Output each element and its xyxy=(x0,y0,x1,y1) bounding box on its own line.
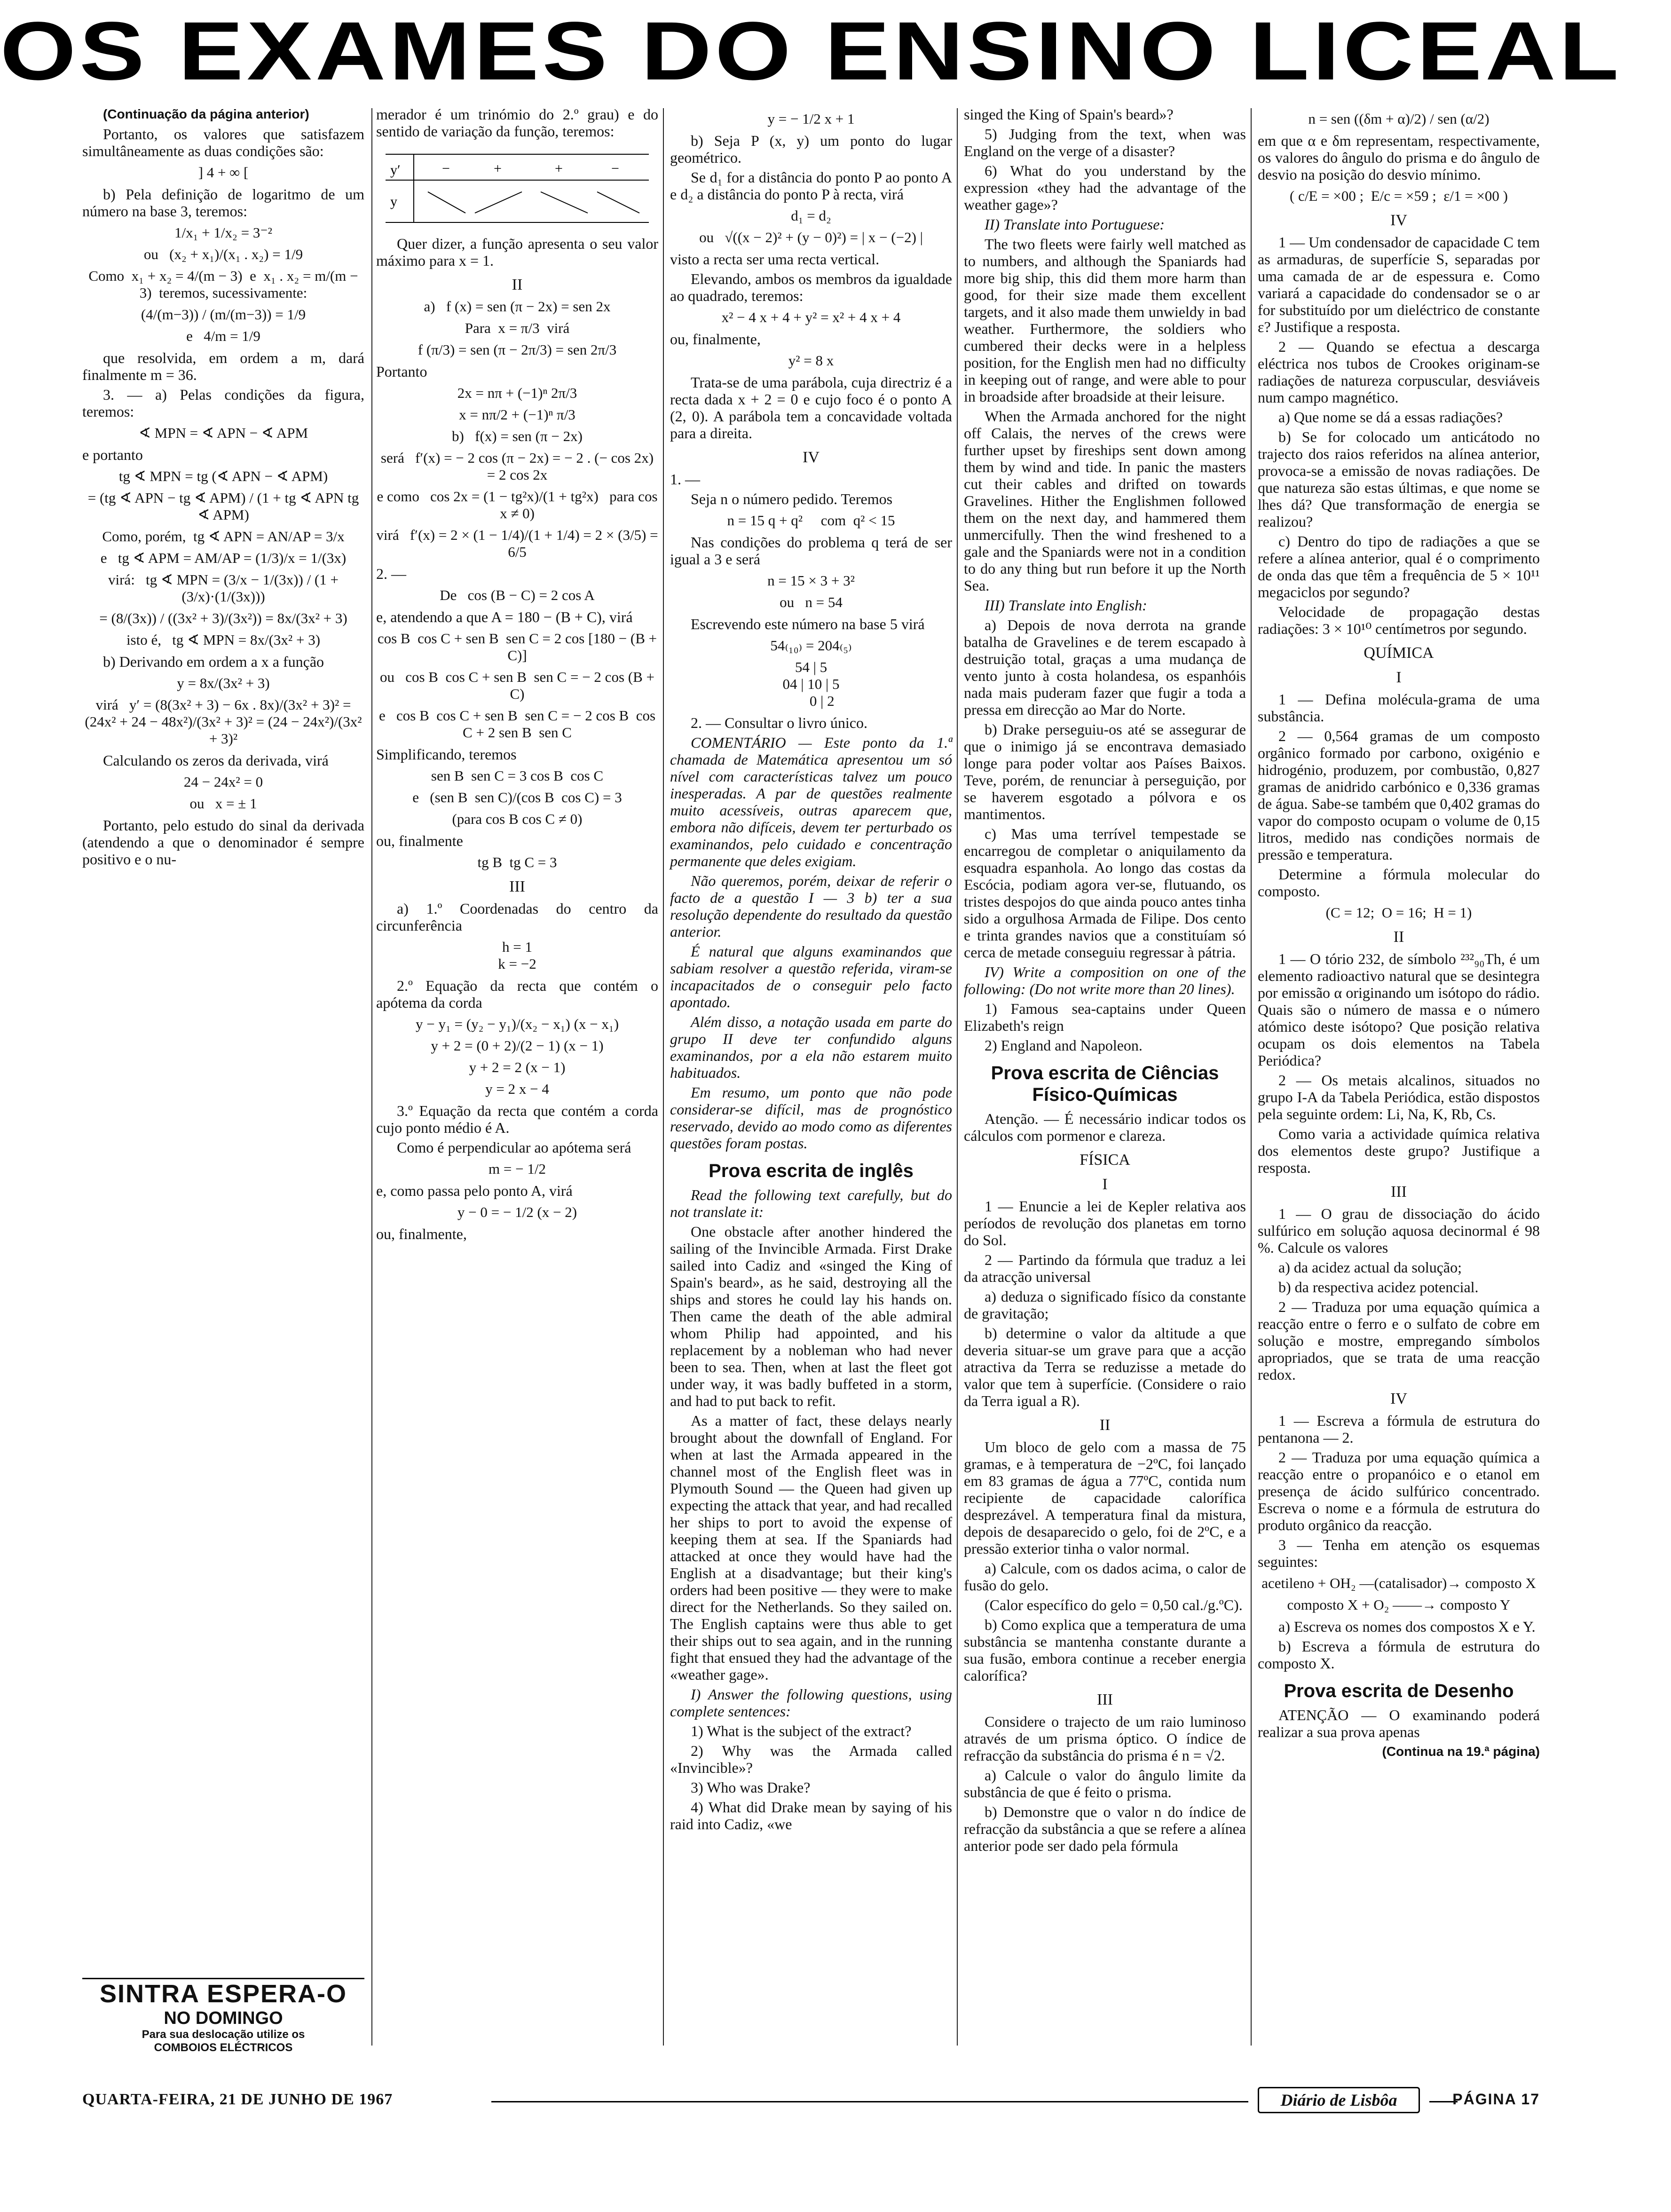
paragraph: 1 — Enuncie a lei de Kepler relativa aos períodos de revolução dos planetas em torno do Sol. xyxy=(964,1198,1246,1248)
equation: ou x = ± 1 xyxy=(189,795,257,812)
paragraph: b) Se for colocado um anticátodo no trajecto dos raios referidos na alínea anterior, provoca-se a emissão de novas radiações. De que natureza são estas últimas, e que nome se lhes dá? Que transformação de energia se realizou? xyxy=(1258,428,1540,530)
paragraph: Portanto, os valores que satisfazem simultâneamente as duas condições são: xyxy=(82,126,364,159)
paragraph: 2. — xyxy=(376,565,406,582)
equation: ( c/E = ×00 ; E/c = ×59 ; ε/1 = ×00 ) xyxy=(1289,188,1508,204)
equation: = (8/(3x)) / ((3x² + 3)/(3x²)) = 8x/(3x² + 3) xyxy=(99,610,347,626)
paragraph: que resolvida, em ordem a m, dará finalmente m = 36. xyxy=(82,349,364,383)
equation: De cos (B − C) = 2 cos A xyxy=(440,587,595,603)
paragraph: Além disso, a notação usada em parte do grupo II deve ter confundido alguns examinandos, por a ela não estarem muito habituados. xyxy=(670,1013,952,1081)
paragraph: 1) What is the subject of the extract? xyxy=(691,1722,912,1739)
paragraph: ou, finalmente, xyxy=(376,1225,467,1242)
paragraph: One obstacle after another hindered the sailing of the Invincible Armada. First Drake sailed into Cadiz and «singed the King of Spain's beard», as he said, destroying all the ships and stores he could lay his hands on. Then came the death of the able admiral whom Philip had appointed, and his replacement by a nobleman who had never been to sea. Then, when at last the fleet got under way, it was badly buffeted in a storm, and had to put back to refit. xyxy=(670,1223,952,1409)
paragraph: b) Demonstre que o valor n do índice de refracção da substância a que se refere a alínea anterior pode ser dado pela fórmula xyxy=(964,1803,1246,1854)
paragraph: b) Drake perseguiu-os até se assegurar de que o inimigo já se encontrava demasiado longe para poder voltar aos Países Baixos. Teve, porém, de renunciar à perseguição, por se haverem esgotado a pólvora e os mantimentos. xyxy=(964,721,1246,822)
equation: (4/(m−3)) / (m/(m−3)) = 1/9 xyxy=(141,306,306,323)
paragraph: a) Depois de nova derrota na grande batalha de Gravelines e de terem escapado à destruição total, graças a uma mudança de vento junto à costa holandesa, os espanhóis nada mais puderam fazer que fugir a toda a pressa em direcção ao Mar do Norte. xyxy=(964,616,1246,718)
equation: e cos B cos C + sen B sen C = − 2 cos B cos C + 2 sen B sen C xyxy=(378,707,659,741)
paragraph: Seja n o número pedido. Teremos xyxy=(691,490,893,507)
equation: ou cos B cos C + sen B sen C = − 2 cos (B + C) xyxy=(379,669,658,702)
equation: h = 1 k = −2 xyxy=(498,939,536,972)
continuation-note: (Continuação da página anterior) xyxy=(103,107,309,121)
paragraph: e portanto xyxy=(82,446,143,463)
equation: composto X + O₂ ——→ composto Y xyxy=(1287,1596,1511,1613)
section-number: III xyxy=(509,878,525,895)
paragraph: a) 1.º Coordenadas do centro da circunferência xyxy=(376,900,658,934)
paragraph: a) Calcule, com os dados acima, o calor de fusão do gelo. xyxy=(964,1560,1246,1594)
paragraph: 2 — 0,564 gramas de um composto orgânico formado por carbono, oxigénio e hidrogénio, produzem, por combustão, 0,827 gramas de anidrido carbónico e 0,336 gramas de água. Sabe-se também que 0,402 gramas do vapor do composto ocupam o volume de 0,15 litros, medido nas condições normais de pressão e temperatura. xyxy=(1258,727,1540,863)
equation: y + 2 = 2 (x − 1) xyxy=(469,1059,566,1075)
paragraph: em que α e δm representam, respectivamente, os valores do ângulo do prisma e do ângulo de desvio na posição do desvio mínimo. xyxy=(1258,132,1540,183)
paragraph: 3 — Tenha em atenção os esquemas seguintes: xyxy=(1258,1536,1540,1570)
paragraph: 1 — Defina molécula-grama de uma substância. xyxy=(1258,691,1540,725)
paragraph: Trata-se de uma parábola, cuja directriz é a recta dada x + 2 = 0 e cujo foco é o ponto A (2, 0). A parábola tem a concavidade voltada para a direita. xyxy=(670,374,952,442)
paragraph: Portanto, pelo estudo do sinal da derivada (atendendo a que o denominador é sempre positivo e o nu- xyxy=(82,817,364,868)
column-rule xyxy=(1251,108,1252,2046)
equation: ou √((x − 2)² + (y − 0)²) = | x − (−2) | xyxy=(699,229,923,245)
equation: n = 15 q + q² com q² < 15 xyxy=(727,512,895,529)
paragraph: c) Dentro do tipo de radiações a que se refere a alínea anterior, qual é o comprimento de onda das que têm a frequência de 5 × 10¹¹ megaciclos por segundo? xyxy=(1258,533,1540,600)
paragraph: a) Calcule o valor do ângulo limite da substância de que é feito o prisma. xyxy=(964,1767,1246,1801)
ad-subline: NO DOMINGO xyxy=(164,2008,283,2028)
equation: acetileno + OH₂ —(catalisador)→ composto X xyxy=(1261,1575,1536,1591)
paragraph: 3) Who was Drake? xyxy=(691,1779,811,1796)
equation: será f′(x) = − 2 cos (π − 2x) = − 2 . (− cos 2x) = 2 cos 2x xyxy=(380,450,657,483)
svg-text:−: − xyxy=(442,161,450,176)
equation: x² − 4 x + 4 + y² = x² + 4 x + 4 xyxy=(721,309,901,325)
column-5 xyxy=(1258,106,1540,2046)
paragraph: 4) What did Drake mean by saying of his raid into Cadiz, «we xyxy=(670,1799,952,1833)
paragraph: Quer dizer, a função apresenta o seu valor máximo para x = 1. xyxy=(376,235,658,269)
advertisement xyxy=(82,1978,364,2053)
footer-date: QUARTA-FEIRA, 21 DE JUNHO DE 1967 xyxy=(82,2091,393,2108)
paragraph: 1) Famous sea-captains under Queen Elizabeth's reign xyxy=(964,1000,1246,1034)
section-heading: Prova escrita de Desenho xyxy=(1284,1681,1514,1701)
footer-rule xyxy=(491,2101,1248,2102)
paragraph: a) Que nome se dá a essas radiações? xyxy=(1278,409,1503,426)
paragraph: Um bloco de gelo com a massa de 75 gramas, e à temperatura de −2ºC, foi lançado em 83 gramas de água a 77ºC, contida num recipiente de capacidade calorífica desprezável. A temperatura final da mistura, depois de desaparecido o gelo, foi de 2ºC, e a pressão exterior tinha o valor normal. xyxy=(964,1438,1246,1557)
paragraph: b) Seja P (x, y) um ponto do lugar geométrico. xyxy=(670,132,952,166)
paragraph: a) Escreva os nomes dos compostos X e Y. xyxy=(1278,1618,1536,1635)
equation: ] 4 + ∞ [ xyxy=(198,164,249,181)
equation: = (tg ∢ APN − tg ∢ APM) / (1 + tg ∢ APN tg ∢ APM) xyxy=(87,490,363,523)
paragraph: 3.º Equação da recta que contém a corda cujo ponto médio é A. xyxy=(376,1102,658,1136)
paragraph: ou, finalmente xyxy=(376,832,463,849)
paragraph: b) da respectiva acidez potencial. xyxy=(1278,1279,1479,1296)
paragraph: Simplificando, teremos xyxy=(376,746,517,763)
paragraph: É natural que alguns examinandos que sabiam resolver a questão referida, viram-se incapacitados de o conseguir pelo facto apontado. xyxy=(670,943,952,1011)
section-number: II xyxy=(1393,928,1404,946)
equation: x = nπ/2 + (−1)ⁿ π/3 xyxy=(459,406,575,423)
section-number: II xyxy=(512,276,523,293)
paragraph: e, atendendo a que A = 180 − (B + C), virá xyxy=(376,608,633,625)
column-rule xyxy=(663,108,664,2046)
equation: y² = 8 x xyxy=(788,352,834,369)
paragraph: a) da acidez actual da solução; xyxy=(1278,1259,1462,1276)
paragraph: (Calor específico do gelo = 0,50 cal./g.ºC). xyxy=(985,1596,1243,1613)
equation: m = − 1/2 xyxy=(489,1161,546,1177)
paragraph: a) deduza o significado físico da constante de gravitação; xyxy=(964,1288,1246,1322)
equation: b) f(x) = sen (π − 2x) xyxy=(452,428,583,444)
equation: Como, porém, tg ∢ APN = AN/AP = 3/x xyxy=(102,528,345,545)
paragraph: Atenção. — É necessário indicar todos os cálculos com pormenor e clareza. xyxy=(964,1110,1246,1144)
paragraph: 2. — Consultar o livro único. xyxy=(691,714,867,731)
paragraph: Velocidade de propagação destas radiações: 3 × 10¹⁰ centímetros por segundo. xyxy=(1258,603,1540,637)
section-number: III xyxy=(1097,1691,1113,1708)
page-number: PÁGINA 17 xyxy=(1452,2091,1540,2108)
sign-table xyxy=(376,147,658,227)
paragraph: Como varia a actividade química relativa dos elementos deste grupo? Justifique a resposta. xyxy=(1258,1125,1540,1176)
section-heading: FÍSICA xyxy=(1080,1151,1130,1169)
section-number: II xyxy=(1099,1416,1111,1434)
page-title: OS EXAMES DO ENSINO LICEAL xyxy=(0,5,1622,97)
ad-headline: SINTRA ESPERA-O xyxy=(99,1980,347,2008)
paragraph: I) Answer the following questions, using complete sentences: xyxy=(670,1686,952,1720)
equation: tg ∢ MPN = tg (∢ APN − ∢ APM) xyxy=(118,468,328,484)
equation: 54₍₁₀₎ = 204₍₅₎ xyxy=(770,637,852,654)
paragraph: 1 — O grau de dissociação do ácido sulfúrico em solução aquosa decinormal é 98 %. Calcule os valores xyxy=(1258,1205,1540,1256)
paragraph: II) Translate into Portuguese: xyxy=(985,216,1165,233)
paragraph: 3. — a) Pelas condições da figura, teremos: xyxy=(82,386,364,420)
section-number: III xyxy=(1391,1183,1407,1201)
paragraph: b) determine o valor da altitude a que deveria situar-se um grave para que a acção atractiva da Terra se reduzisse a metade do valor que tem à superfície. (Considere o raio da Terra igual a R). xyxy=(964,1325,1246,1409)
graph-label: y′ xyxy=(390,162,401,178)
paragraph: Nas condições do problema q terá de ser igual a 3 e será xyxy=(670,534,952,568)
column-4 xyxy=(964,106,1246,2046)
paragraph: 1 — O tório 232, de símbolo ²³²₉₀Th, é um elemento radioactivo natural que se desintegra por emissão α originando um isótopo do rádio. Quais são o número de massa e o número atómico deste isótopo? Que posição relativa ocupam os dois elementos na Tabela Periódica? xyxy=(1258,950,1540,1069)
equation: (C = 12; O = 16; H = 1) xyxy=(1325,904,1472,921)
equation: virá f′(x) = 2 × (1 − 1/4)/(1 + 1/4) = 2 × (3/5) = 6/5 xyxy=(376,527,662,560)
svg-text:−: − xyxy=(611,161,619,176)
paragraph: merador é um trinómio do 2.º grau) e do sentido de variação da função, teremos: xyxy=(376,106,658,140)
paragraph: Se d₁ for a distância do ponto P ao ponto A e d₂ a distância do ponto P à recta, virá xyxy=(670,169,952,203)
equation: Para x = π/3 virá xyxy=(465,320,570,336)
equation: 2x = nπ + (−1)ⁿ 2π/3 xyxy=(457,385,577,401)
paragraph: b) Escreva a fórmula de estrutura do composto X. xyxy=(1258,1638,1540,1672)
paragraph: 2 — Traduza por uma equação química a reacção entre o ferro e o sulfato de cobre em solução e mostre, empregando símbolos apropriados, que se trata de uma reacção redox. xyxy=(1258,1298,1540,1383)
footer xyxy=(82,2087,1540,2115)
paragraph: Read the following text carefully, but do not translate it: xyxy=(670,1186,952,1220)
paragraph: Escrevendo este número na base 5 virá xyxy=(691,616,925,632)
paragraph: b) Derivando em ordem a x a função xyxy=(103,653,324,670)
paragraph: COMENTÁRIO — Este ponto da 1.ª chamada de Matemática apresentou um só nível com características talvez um pouco inesperadas. A par de questões realmente muito acessíveis, outras aparecem que, embora não difíceis, devem ter perturbado os examinandos, pelo cuidado e concentração permanente que deles exigiam. xyxy=(670,734,952,869)
equation: sen B sen C = 3 cos B cos C xyxy=(431,767,604,784)
column-rule xyxy=(957,108,958,2046)
svg-text:+: + xyxy=(555,161,563,176)
equation: y = − 1/2 x + 1 xyxy=(767,111,855,127)
paragraph: 2) England and Napoleon. xyxy=(985,1037,1143,1054)
paragraph: b) Como explica que a temperatura de uma substância se mantenha constante durante a sua fusão, embora continue a receber energia calorífica? xyxy=(964,1616,1246,1684)
equation: y − y₁ = (y₂ − y₁)/(x₂ − x₁) (x − x₁) xyxy=(415,1016,619,1032)
paragraph: IV) Write a composition on one of the following: (Do not write more than 20 lines). xyxy=(964,964,1246,997)
section-number: I xyxy=(1102,1176,1108,1193)
paragraph: 2 — Os metais alcalinos, situados no grupo I-A da Tabela Periódica, estão dispostos pela seguinte ordem: Li, Na, K, Rb, Cs. xyxy=(1258,1072,1540,1122)
section-number: IV xyxy=(1390,212,1407,229)
equation: ou n = 54 xyxy=(780,594,843,610)
paragraph: 6) What do you understand by the expression «they had the advantage of the weather gage»? xyxy=(964,162,1246,213)
column-rule xyxy=(371,108,372,2046)
equation: virá: tg ∢ MPN = (3/x − 1/(3x)) / (1 + (3/x)·(1/(3x))) xyxy=(108,571,342,605)
section-number: I xyxy=(1396,669,1402,686)
equation: e como cos 2x = (1 − tg²x)/(1 + tg²x) para cos x ≠ 0) xyxy=(377,488,662,521)
section-number: IV xyxy=(803,449,820,466)
equation: 54 | 5 04 | 10 | 5 0 | 2 xyxy=(782,659,840,709)
graph-label: y xyxy=(390,194,397,209)
ad-text: Para sua deslocação utilize os xyxy=(142,2028,305,2041)
paragraph: 2.º Equação da recta que contém o apótema da corda xyxy=(376,977,658,1011)
paragraph: 1 — Um condensador de capacidade C tem as armaduras, de superfície S, separadas por uma camada de ar de espessura e. Como variará a capacidade do condensador se o ar for substituído por um dieléctrico de constante ε? Justifique a resposta. xyxy=(1258,234,1540,335)
section-heading: Prova escrita de inglês xyxy=(709,1161,914,1181)
column-1 xyxy=(82,106,364,1968)
equation: y − 0 = − 1/2 (x − 2) xyxy=(457,1204,577,1220)
paragraph: 1. — xyxy=(670,471,700,488)
ad-text: COMBOIOS ELÉCTRICOS xyxy=(154,2041,293,2054)
paragraph: 5) Judging from the text, when was England on the verge of a disaster? xyxy=(964,126,1246,159)
section-heading: QUÍMICA xyxy=(1364,644,1434,662)
equation: ∢ MPN = ∢ APN − ∢ APM xyxy=(138,425,308,441)
paragraph: 2 — Quando se efectua a descarga eléctrica nos tubos de Crookes originam-se radiações de natureza corpuscular, desviáveis num campo magnético. xyxy=(1258,338,1540,406)
column-2 xyxy=(376,106,662,2046)
equation: f (π/3) = sen (π − 2π/3) = sen 2π/3 xyxy=(418,341,617,358)
paragraph: ou, finalmente, xyxy=(670,331,761,348)
paragraph: When the Armada anchored for the night off Calais, the nerves of the crews were further upset by fireships sent down among them by wind and tide. In panic the masters cut their cables and drifted on towards Gravelines. Hither the Englishmen followed them on the next day, and hammered them unmercifully. Then the wind freshened to a gale and the Spaniards were not in a condition to do any thing but run before it up the North Sea. xyxy=(964,408,1246,594)
equation: (para cos B cos C ≠ 0) xyxy=(452,811,583,827)
equation: 1/x₁ + 1/x₂ = 3⁻² xyxy=(174,224,272,241)
equation: n = 15 × 3 + 3² xyxy=(767,572,855,589)
paragraph: b) Pela definição de logaritmo de um número na base 3, teremos: xyxy=(82,186,364,220)
equation: tg B tg C = 3 xyxy=(477,854,557,870)
continuation-note: (Continua na 19.ª página) xyxy=(1382,1744,1540,1759)
paragraph: c) Mas uma terrível tempestade se encarregou de completar o aniquilamento da esquadra espanhola. Ao longo das costas da Escócia, podiam agora ver-se, flutuando, os tristes despojos do que ainda pouco antes tinha sido a orgulhosa Armada de Filipe. Dos cento e trinta grandes navios que a constituíam só cerca de metade conseguiu regressar à pátria. xyxy=(964,825,1246,961)
equation: a) f (x) = sen (π − 2x) = sen 2x xyxy=(424,298,611,315)
equation: y = 8x/(3x² + 3) xyxy=(177,675,270,691)
paragraph: Portanto xyxy=(376,363,427,380)
paragraph: Elevando, ambos os membros da igualdade ao quadrado, teremos: xyxy=(670,270,952,304)
equation: e (sen B sen C)/(cos B cos C) = 3 xyxy=(412,789,622,806)
section-number: IV xyxy=(1390,1390,1407,1407)
newspaper-logo: Diário de Lisbôa xyxy=(1258,2087,1420,2113)
paragraph: Determine a fórmula molecular do composto. xyxy=(1258,866,1540,900)
paragraph: visto a recta ser uma recta vertical. xyxy=(670,251,880,268)
equation: n = sen ((δm + α)/2) / sen (α/2) xyxy=(1308,111,1490,127)
paragraph: Não queremos, porém, deixar de referir o facto de a questão I — 3 b) ter a sua resolução dependente do resultado da questão anterior. xyxy=(670,872,952,940)
equation: cos B cos C + sen B sen C = 2 cos [180 − (B + C)] xyxy=(377,630,661,664)
equation: isto é, tg ∢ MPN = 8x/(3x² + 3) xyxy=(126,632,321,648)
equation: e tg ∢ APM = AM/AP = (1/3)/x = 1/(3x) xyxy=(100,550,347,566)
paragraph: 2 — Partindo da fórmula que traduz a lei da atracção universal xyxy=(964,1251,1246,1285)
paragraph: 1 — Escreva a fórmula de estrutura do pentanona — 2. xyxy=(1258,1412,1540,1446)
paragraph: 2) Why was the Armada called «Invincible»? xyxy=(670,1742,952,1776)
equation: ou (x₂ + x₁)/(x₁ . x₂) = 1/9 xyxy=(143,246,303,262)
equation: y + 2 = (0 + 2)/(2 − 1) (x − 1) xyxy=(431,1037,604,1054)
paragraph: Calculando os zeros da derivada, virá xyxy=(103,752,329,769)
svg-text:+: + xyxy=(494,161,502,176)
column-3 xyxy=(670,106,952,2046)
equation: d₁ = d₂ xyxy=(791,207,831,224)
paragraph: 2 — Traduza por uma equação química a reacção entre o propanóico e o etanol em presença de ácido sulfúrico concentrado. Escreva o nome e a fórmula de estrutura do produto orgânico da reacção. xyxy=(1258,1449,1540,1533)
paragraph: The two fleets were fairly well matched as to numbers, and although the Spaniards had more big ship, this did them more harm than good, for their size made them excellent targets, and it also made them unwieldy in bad weather. Furthermore, the soldiers who cumbered their decks were in a helpless position, for the English men had no difficulty in keeping out of range, and were able to pour in broadside after broadside at their leisure. xyxy=(964,236,1246,405)
paragraph: As a matter of fact, these delays nearly brought about the downfall of England. For when at last the Armada appeared in the channel most of the English fleet was in Plymouth Sound — the Queen had given up expecting the attack that year, and had recalled her ships to port to avoid the expense of keeping them at sea. If the Spaniards had attacked at once they would have had the English at a disadvantage; but their king's orders had been positive — they were to make direct for the Netherlands. So they sailed on. The English captains were thus able to get their ships out to sea again, and in the running fight that ensued they had the advantage of the «weather gage». xyxy=(670,1412,952,1683)
equation: e 4/m = 1/9 xyxy=(186,328,260,344)
section-heading: Prova escrita de Ciências Físico-Químicas xyxy=(991,1063,1219,1105)
paragraph: e, como passa pelo ponto A, virá xyxy=(376,1182,573,1199)
paragraph: Considere o trajecto de um raio luminoso através de um prisma óptico. O índice de refracção da substância do prisma é n = √2. xyxy=(964,1713,1246,1764)
paragraph: Em resumo, um ponto que não pode considerar-se difícil, mas de prognóstico reservado, devido ao modo como as diferentes questões foram postas. xyxy=(670,1084,952,1152)
equation: virá y′ = (8(3x² + 3) − 6x . 8x)/(3x² + 3)² = (24x² + 24 − 48x²)/(3x² + 3)² = (24 − 24x²)/(3x² + 3)² xyxy=(85,696,366,747)
paragraph: III) Translate into English: xyxy=(985,597,1147,614)
paragraph: singed the King of Spain's beard»? xyxy=(964,106,1174,123)
paragraph: ATENÇÃO — O examinando poderá realizar a sua prova apenas xyxy=(1258,1706,1540,1740)
equation: y = 2 x − 4 xyxy=(485,1081,549,1097)
equation: Como x₁ + x₂ = 4/(m − 3) e x₁ . x₂ = m/(m − 3) teremos, sucessivamente: xyxy=(88,268,362,301)
paragraph: Como é perpendicular ao apótema será xyxy=(397,1139,631,1156)
equation: 24 − 24x² = 0 xyxy=(183,774,263,790)
